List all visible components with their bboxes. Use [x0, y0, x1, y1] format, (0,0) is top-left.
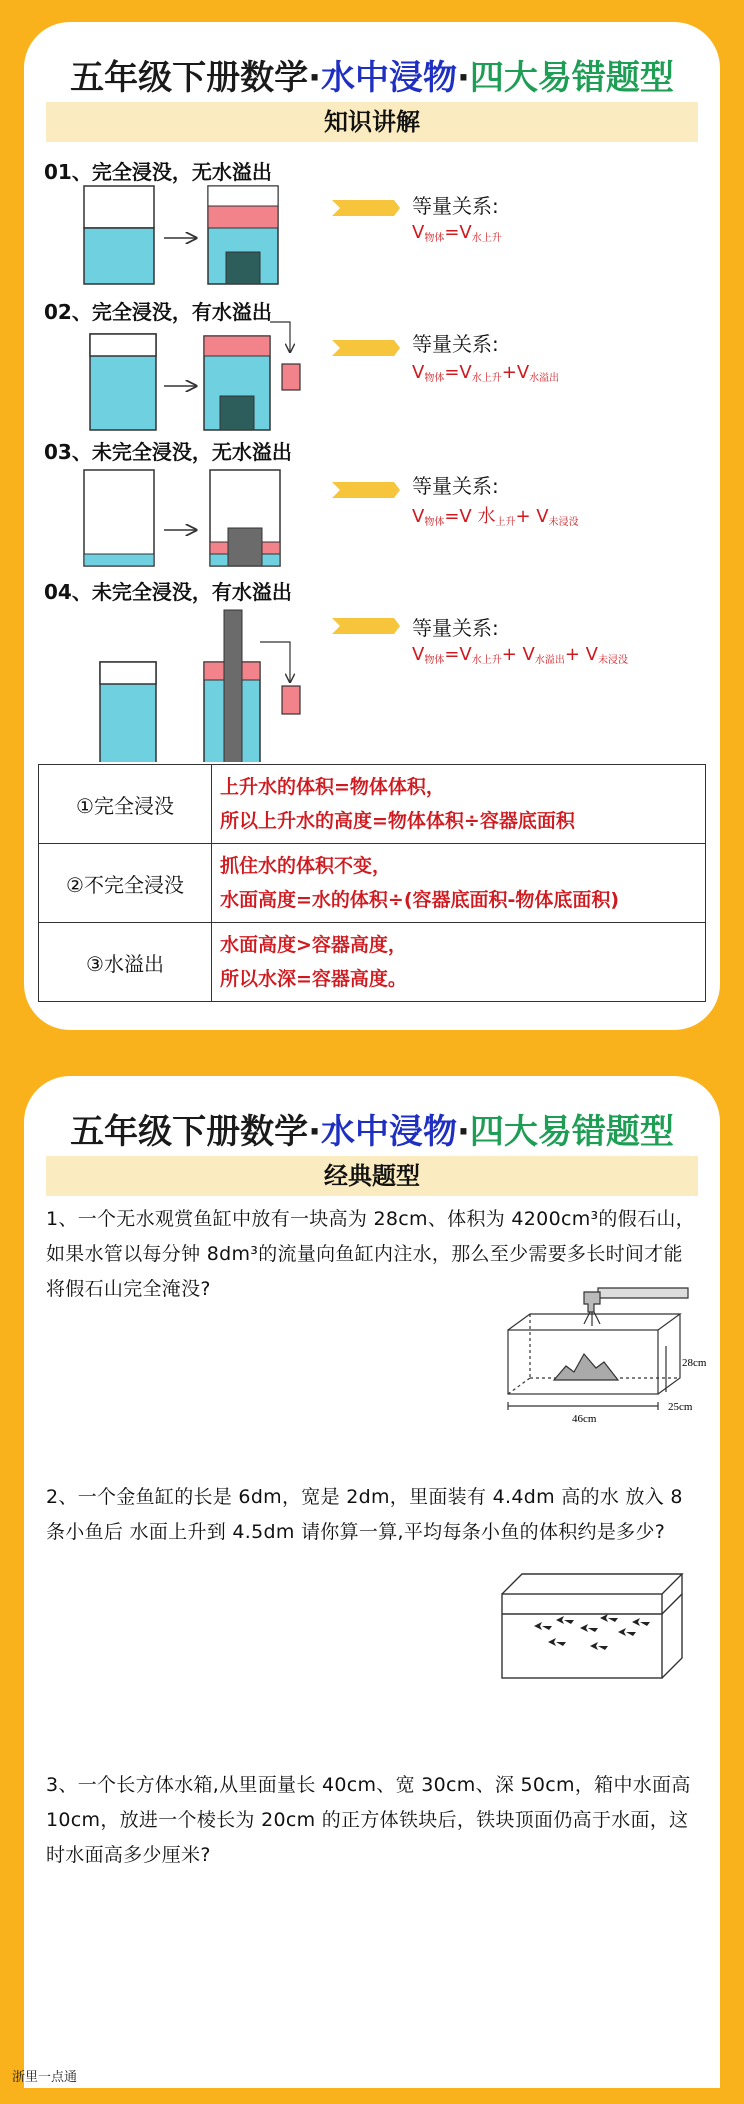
eq-subscript: 物体 — [424, 373, 445, 384]
eq-term: =V — [444, 222, 472, 243]
equation-03 — [412, 502, 579, 528]
section-label-04: 04、未完全浸没，有水溢出 — [44, 580, 292, 604]
page-title: 五年级下册数学·水中浸物·四大易错题型 — [70, 58, 674, 98]
section-band-knowledge: 知识讲解 — [46, 102, 698, 142]
eq-term: =V — [444, 362, 472, 383]
summary-key: ③水溢出 — [39, 923, 212, 1002]
section-label-01: 01、完全浸没，无水溢出 — [44, 160, 272, 184]
arrow-icon — [332, 618, 400, 634]
eq-term: V — [412, 362, 425, 383]
knowledge-card — [24, 22, 720, 1030]
length-label: 46cm — [572, 1413, 597, 1425]
eq-term: + V — [564, 644, 598, 665]
goldfish-tank-figure — [494, 1556, 690, 1686]
eq-subscript: 未浸没 — [548, 517, 579, 528]
eq-subscript: 水溢出 — [529, 373, 560, 384]
arrow-icon — [332, 482, 400, 498]
page-title: 五年级下册数学·水中浸物·四大易错题型 — [70, 1112, 674, 1152]
equation-01 — [412, 222, 502, 244]
diagram-03 — [84, 470, 400, 566]
question-1: 1、一个无水观赏鱼缸中放有一块高为 28cm、体积为 4200cm³的假石山，如果水管以每分钟 8dm³的流量向鱼缸内注水，那么至少需要多长时间才能将假石山完全淹没? — [46, 1208, 695, 1300]
eq-term: =V 水 — [444, 506, 496, 527]
eq-term: +V — [501, 362, 530, 383]
eq-subscript: 上升 — [495, 517, 516, 528]
eq-title-01: 等量关系: — [412, 194, 499, 218]
summary-value: 上升水的体积=物体体积， 所以上升水的高度=物体体积÷容器底面积 — [212, 765, 706, 844]
table-row — [39, 765, 706, 844]
summary-key: ②不完全浸没 — [39, 844, 212, 923]
eq-term: + V — [501, 644, 535, 665]
section-label-02: 02、完全浸没，有水溢出 — [44, 300, 272, 324]
arrow-icon — [332, 340, 400, 356]
diagram-02 — [90, 322, 400, 430]
eq-term: V — [412, 506, 425, 527]
eq-subscript: 未浸没 — [597, 655, 628, 666]
eq-subscript: 物体 — [424, 517, 445, 528]
diagram-04 — [100, 610, 400, 762]
eq-subscript: 水上升 — [471, 655, 502, 666]
fish-tank-rockery-figure — [494, 1284, 714, 1426]
width-label: 25cm — [668, 1401, 693, 1413]
height-label: 28cm — [682, 1357, 707, 1369]
summary-key: ①完全浸没 — [39, 765, 212, 844]
eq-subscript: 物体 — [424, 655, 445, 666]
eq-title-03: 等量关系: — [412, 474, 499, 498]
section-label-03: 03、未完全浸没，无水溢出 — [44, 440, 292, 464]
question-2: 2、一个金鱼缸的长是 6dm，宽是 2dm，里面装有 4.4dm 高的水 放入 8 条小鱼后 水面上升到 4.5dm 请你算一算,平均每条小鱼的体积约是多少? — [46, 1486, 683, 1543]
summary-value: 抓住水的体积不变， 水面高度=水的体积÷(容器底面积-物体底面积) — [212, 844, 706, 923]
fish-icons — [534, 1614, 650, 1650]
equation-02 — [412, 362, 559, 384]
eq-subscript: 水上升 — [471, 233, 502, 244]
eq-title-02: 等量关系: — [412, 332, 499, 356]
eq-term: V — [412, 222, 425, 243]
examples-card — [24, 1076, 720, 2088]
section-band-examples: 经典题型 — [46, 1156, 698, 1196]
table-row — [39, 844, 706, 923]
summary-value: 水面高度>容器高度， 所以水深=容器高度。 — [212, 923, 706, 1002]
diagram-01 — [84, 186, 400, 284]
eq-subscript: 水上升 — [471, 373, 502, 384]
credit-watermark: 浙里一点通 — [12, 2070, 78, 2085]
eq-title-04: 等量关系: — [412, 616, 499, 640]
arrow-icon — [332, 200, 400, 216]
eq-term: =V — [444, 644, 472, 665]
summary-table — [38, 764, 706, 1002]
table-row — [39, 923, 706, 1002]
eq-subscript: 水溢出 — [534, 655, 565, 666]
eq-subscript: 物体 — [424, 233, 445, 244]
eq-term: V — [412, 644, 425, 665]
question-3: 3、一个长方体水箱,从里面量长 40cm、宽 30cm、深 50cm，箱中水面高 10cm，放进一个棱长为 20cm 的正方体铁块后，铁块顶面仍高于水面，这时水面高多少厘米? — [46, 1774, 691, 1866]
eq-term: + V — [515, 506, 549, 527]
equation-04 — [412, 644, 628, 666]
